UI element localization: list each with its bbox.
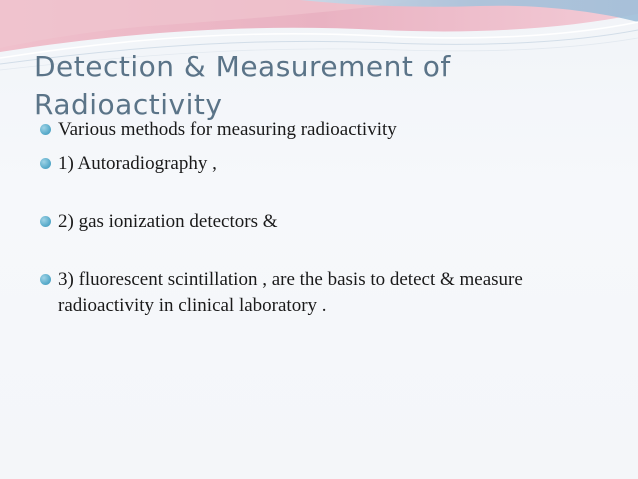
slide-title: Detection & Measurement of Radioactivity (34, 50, 451, 121)
bullet-item (38, 151, 598, 177)
bullet-dot-icon (40, 124, 51, 135)
bullet-text: 1) Autoradiography , (58, 153, 217, 174)
bullet-dot-icon (40, 216, 51, 227)
bullet-text: 3) fluorescent scintillation , are the basis to detect & measure radioactivity in clinical laboratory . (58, 269, 523, 316)
bullet-item (38, 267, 598, 319)
bullet-text: Various methods for measuring radioactivity (58, 119, 397, 140)
bullet-list (38, 117, 598, 319)
bullet-dot-icon (40, 274, 51, 285)
bullet-text: 2) gas ionization detectors & (58, 211, 278, 232)
bullet-item (38, 117, 598, 143)
bullet-dot-icon (40, 158, 51, 169)
bullet-item (38, 209, 598, 235)
